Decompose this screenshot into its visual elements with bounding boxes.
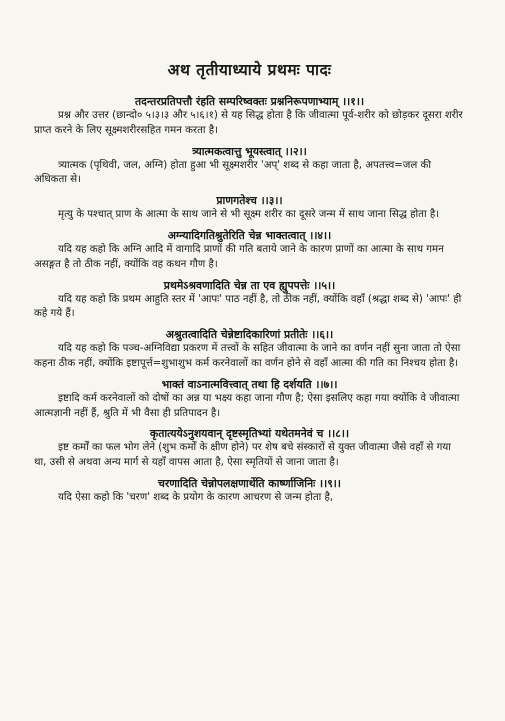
commentary-5: यदि यह कहो कि प्रथम आहुति स्तर में 'आपः' पाठ नहीं है, तो ठीक नहीं, क्योंकि वहाँ (श्रद्धा शब्द से) 'आपः' ही कहे गये हैं। — [34, 293, 462, 320]
commentary-9: यदि ऐसा कहो कि 'चरण' शब्द के प्रयोग के कारण आचरण से जन्म होता है, — [58, 491, 334, 503]
sutra-4: अग्न्यादिगतिश्रुतेरिति चेन्न भाक्तत्वात् ।।४।। — [167, 228, 332, 242]
sutra-1: तदन्तरप्रतिपत्तौ रंहति सम्परिष्वक्तः प्रश्ननिरूपणाभ्याम् ।।१।। — [134, 95, 365, 108]
section-2 — [34, 144, 465, 189]
sutra-7: भाक्तं वाऽनात्मवित्त्वात् तथा हि दर्शयति ।।७।। — [161, 377, 338, 391]
section-1 — [34, 94, 465, 139]
page-title: अथ तृतीयाध्याये प्रथमः पादः — [167, 61, 332, 79]
commentary-7: इष्टादि कर्म करनेवालों को दोषों का अन्न या भक्ष्य कहा जाना गौण है; ऐसा इसलिए कहा गया क्योंकि वे जीवात्मा आत्मज्ञानी नहीं हैं, श्रुति में भी वैसा ही प्रतिपादन है। — [34, 392, 460, 419]
commentary-8: इष्ट कर्मों का फल भोग लेने (शुभ कर्मों के क्षीण होने) पर शेष बचे संस्कारों से युक्त जीवात्मा जैसे वहाँ से गया था, उसी से अथवा अन्य मार्ग से यहाँ वापस आता है, ऐसा स्मृतियों से जाना जाता है। — [34, 442, 451, 469]
section-8 — [34, 426, 465, 471]
commentary-3: मृत्यु के पश्चात् प्राण के आत्मा के साथ जाने से भी सूक्ष्म शरीर का दूसरे जन्म में साथ जाना सिद्ध होता है। — [58, 209, 440, 221]
commentary-4: यदि यह कहो कि अग्नि आदि में वागादि प्राणों की गति बताये जाने के कारण प्राणों का आत्मा के साथ गमन असङ्गत है तो ठीक नहीं, क्योंकि वह कथन गौण है। — [34, 243, 444, 270]
section-9 — [34, 476, 465, 506]
commentary-2: त्र्यात्मक (पृथिवी, जल, अग्नि) होता हुआ भी सूक्ष्मशरीर 'अप्' शब्द से कहा जाता है, अपतत्त्व=जल की अधिकता से। — [34, 159, 431, 186]
commentary-6: यदि यह कहो कि पञ्च-अग्निविद्या प्रकरण में तत्त्वों के सहित जीवात्मा के जाने का वर्णन नहीं सुना जाता तो ऐसा कहना ठीक नहीं, क्योंकि इष्टापूर्त्त=शुभाशुभ कर्म करनेवालों का वर्णन होने से वहाँ आत्मा की गति का निश्चय होता है। — [34, 343, 461, 369]
sutra-5: प्रथमेऽश्रवणादिति चेन्न ता एव ह्युपपत्तेः ।।५।। — [163, 278, 336, 292]
sutra-9: चरणादिति चेन्नोपलक्षणार्थेति कार्ष्णाजिनिः ।।९।। — [157, 476, 341, 490]
section-5 — [34, 278, 465, 323]
sutra-8: कृतात्ययेऽनुशयवान् दृष्टस्मृतिभ्यां यथेतमनेवं च ।।८।। — [149, 427, 350, 441]
section-6 — [34, 327, 465, 372]
sutra-6: अश्रुतत्वादिति चेन्नेष्टादिकारिणां प्रतीतेः ।।६।। — [165, 328, 334, 342]
section-7 — [34, 377, 465, 422]
sutra-2: त्र्यात्मकत्वात्तु भूयस्त्वात् ।।२।। — [192, 144, 307, 158]
sutra-3: प्राणगतेश्च ।।३।। — [216, 194, 283, 208]
section-3 — [34, 193, 465, 223]
commentary-1: प्रश्न और उत्तर (छान्दो० ५।३।३ और ५।६।१) से यह सिद्ध होता है कि जीवात्मा पूर्व-शरीर को छोड़कर दूसरा शरीर प्राप्त करने के लिए सूक्ष्मशरीरसहित गमन करता है। — [34, 110, 463, 136]
section-4 — [34, 228, 465, 273]
